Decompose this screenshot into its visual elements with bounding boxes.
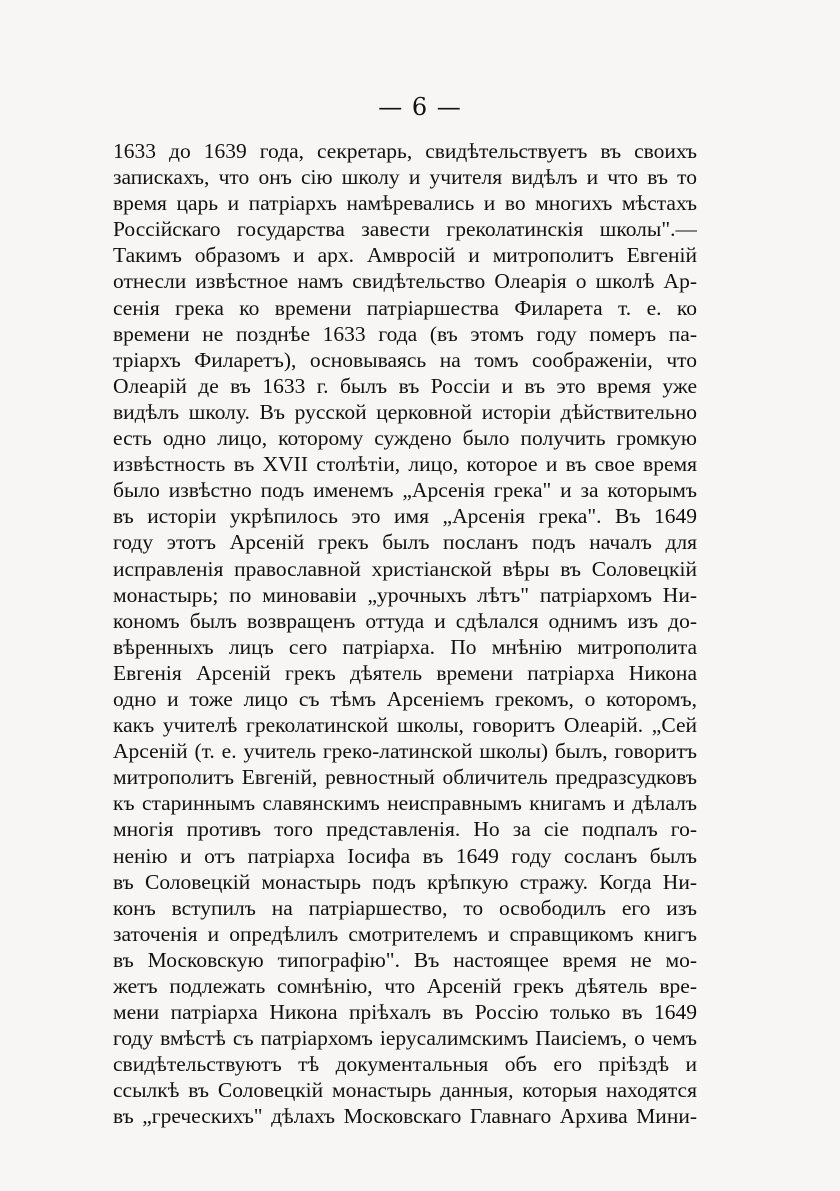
text-line: многія противъ того представленія. Но за сіе подпалъ го- (113, 817, 697, 842)
text-line: жетъ подлежать сомнѣнію, что Арсеній грекъ дѣятель вре- (113, 974, 697, 998)
text-line: къ стариннымъ славянскимъ неисправнымъ книгамъ и дѣлалъ (113, 791, 697, 816)
text-line: свидѣтельствуютъ тѣ документальныя объ его пріѣздѣ и (113, 1052, 697, 1077)
text-line: заточенія и опредѣлилъ смотрителемъ и справщикомъ книгъ (113, 921, 697, 946)
text-line: Арсеній (т. е. учитель греко-латинской школы) былъ, говоритъ (113, 739, 697, 764)
text-line: тріархъ Филаретъ), основываясь на томъ соображеніи, что (113, 347, 697, 372)
text-line: было извѣстно подъ именемъ „Арсенія грека" и за которымъ (113, 478, 697, 503)
text-line: въ Московскую типографію". Въ настоящее время не мо- (113, 947, 697, 972)
text-line: времени не позднѣе 1633 года (въ этомъ году померъ па- (113, 321, 697, 346)
text-line: сенія грека ко времени патріаршества Филарета т. е. ко (113, 295, 697, 320)
text-line: ненію и отъ патріарха Іосифа въ 1649 году сосланъ былъ (113, 843, 697, 868)
text-line: извѣстность въ XVII столѣтіи, лицо, которое и въ свое время (113, 452, 697, 477)
text-line: въ „греческихъ" дѣлахъ Московскаго Главнаго Архива Мини- (113, 1104, 697, 1129)
text-line: ссылкѣ въ Соловецкій монастырь данныя, которыя находятся (113, 1078, 697, 1103)
text-line: кономъ былъ возвращенъ оттуда и сдѣлался однимъ изъ до- (113, 608, 697, 633)
text-line: время царь и патріархъ намѣревались и во многихъ мѣстахъ (113, 191, 697, 216)
text-line: одно и тоже лицо съ тѣмъ Арсеніемъ грекомъ, о которомъ, (113, 686, 697, 711)
text-line: есть одно лицо, которому суждено было получить громкую (113, 426, 697, 451)
text-line: въ Соловецкій монастырь подъ крѣпкую стражу. Когда Ни- (113, 869, 697, 894)
text-line: видѣлъ школу. Въ русской церковной исторіи дѣйствительно (113, 399, 697, 424)
text-line: Россійскаго государства завести греколатинскія школы".— (113, 217, 697, 242)
text-line: запискахъ, что онъ сію школу и учителя видѣлъ и что въ то (113, 165, 697, 190)
text-line: 1633 до 1639 года, секретарь, свидѣтельствуетъ въ своихъ (113, 139, 697, 163)
body-text (113, 138, 697, 1130)
text-line: конъ вступилъ на патріаршество, то освободилъ его изъ (113, 895, 697, 920)
text-line: какъ учителѣ греколатинской школы, говоритъ Олеарій. „Сей (113, 713, 697, 738)
text-line: вѣренныхъ лицъ сего патріарха. По мнѣнію митрополита (113, 634, 697, 659)
text-line: году вмѣстѣ съ патріархомъ іерусалимскимъ Паисіемъ, о чемъ (113, 1026, 697, 1051)
text-line: монастырь; по миновавіи „урочныхъ лѣтъ" патріархомъ Ни- (113, 582, 697, 607)
text-line: отнесли извѣстное намъ свидѣтельство Олеарія о школѣ Ар- (113, 269, 697, 294)
page-number: — 6 — (378, 93, 462, 121)
text-line: исправленія православной христіанской вѣры въ Соловецкій (113, 556, 697, 581)
text-line: Такимъ образомъ и арх. Амвросій и митрополитъ Евгеній (113, 243, 697, 268)
text-line: Евгенія Арсеній грекъ дѣятель времени патріарха Никона (113, 660, 697, 685)
text-line: Олеарій де въ 1633 г. былъ въ Россіи и въ это время уже (113, 373, 697, 398)
text-line: мени патріарха Никона пріѣхалъ въ Россію только въ 1649 (113, 1000, 697, 1025)
text-line: въ исторіи укрѣпилось это имя „Арсенія грека". Въ 1649 (113, 504, 697, 529)
text-line: году этотъ Арсеній грекъ былъ посланъ подъ началъ для (113, 530, 697, 555)
text-line: митрополитъ Евгеній, ревностный обличитель предразсудковъ (113, 765, 697, 790)
